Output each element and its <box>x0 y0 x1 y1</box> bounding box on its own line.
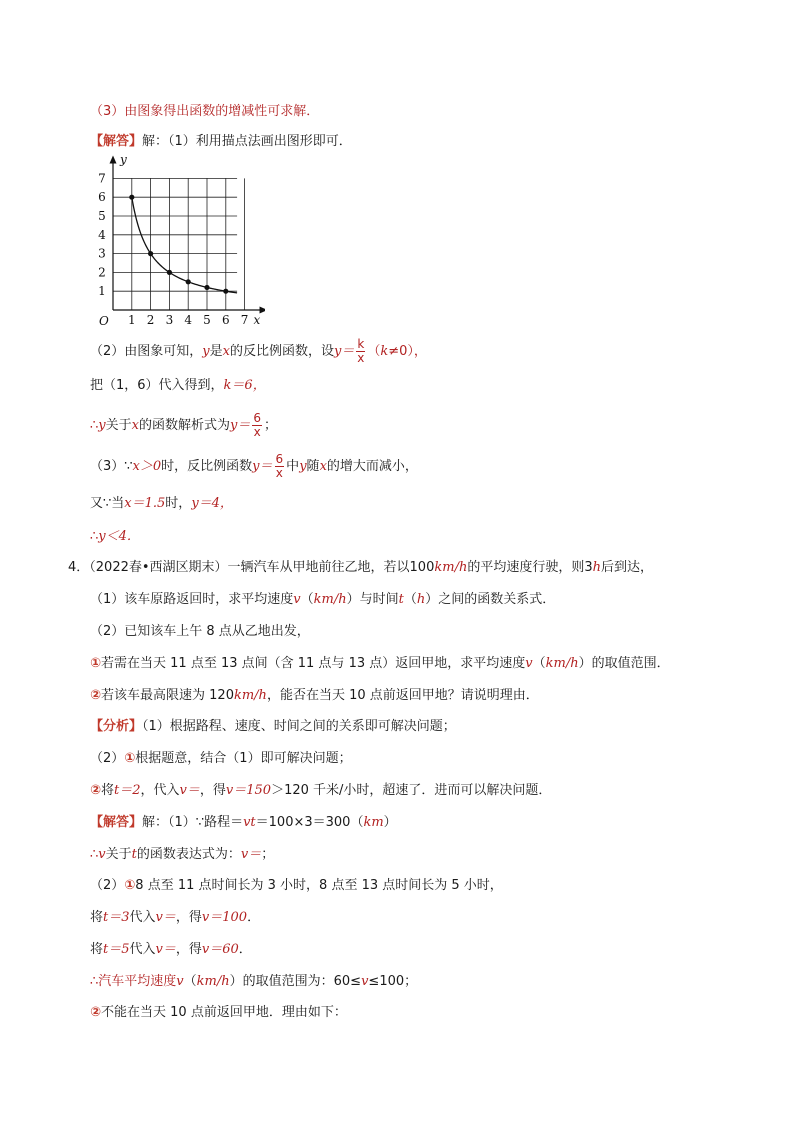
j2-t: t <box>131 847 137 862</box>
fx3-t: t＝2 <box>114 783 141 798</box>
a2-eq: y＝ <box>334 344 355 359</box>
j3-t2: 8 点至 11 点时间长为 3 小时，8 点至 13 点时间长为 5 小时， <box>135 878 503 893</box>
analysis-line-1 <box>90 717 456 737</box>
fx3-t4: ＞120 千米/小时，超速了．进而可以解决问题． <box>271 783 552 798</box>
a5-t2: 时，反比例函数 <box>161 459 253 474</box>
graph-labels <box>98 152 260 328</box>
question-4-part-2: （2）已知该车上午 8 点从乙地出发， <box>90 624 310 639</box>
j5-end: ． <box>238 942 252 957</box>
a4-t2: 的函数解析式为 <box>139 418 231 433</box>
jie-label: 解： <box>142 134 169 149</box>
a6-t1: 又∵当 <box>90 496 125 511</box>
fx3-circ: ② <box>90 783 102 798</box>
analysis-step-3: （3）由图象得出函数的增减性可求解． <box>90 104 320 119</box>
a2-prefix: （2）由图象可知， <box>90 344 203 359</box>
j2-pre: ∴ <box>90 847 99 862</box>
q4-end: 后到达， <box>600 560 653 575</box>
j5-t2: 代入 <box>129 942 156 957</box>
j4-t1: 将 <box>90 910 104 925</box>
j4-t2: 代入 <box>129 910 156 925</box>
a2-cond: （ <box>367 344 381 359</box>
q4c1-t2: （ <box>532 656 546 671</box>
y-tick-label: 2 <box>98 265 106 280</box>
j3-circ: ① <box>124 878 136 893</box>
a6-x: x＝1.5 <box>124 496 166 511</box>
a6-y: y＝4， <box>191 496 233 511</box>
a5-t3: 中 <box>286 459 300 474</box>
a4-x: x <box>131 418 139 433</box>
y-tick-label: 6 <box>98 190 106 205</box>
y-axis-arrow <box>110 155 117 163</box>
answer-line-5 <box>90 453 418 480</box>
a4-pre: ∴ <box>90 418 99 433</box>
a4-t1: 关于 <box>105 418 132 433</box>
q41-t2: （ <box>300 592 314 607</box>
q4c1-circ: ① <box>90 656 102 671</box>
fx2-t1: （2） <box>90 751 125 766</box>
j4-end: ． <box>247 910 261 925</box>
a2-cond2: ≠0）， <box>388 344 427 359</box>
j4-t3: ，得 <box>175 910 202 925</box>
a7-pre: ∴ <box>90 529 99 544</box>
a6-t2: 时， <box>165 496 192 511</box>
answer-line-7 <box>90 527 140 547</box>
fx2-t2: 根据题意，结合（1）即可解决问题； <box>135 751 352 766</box>
q41-t1: （1）该车原路返回时，求平均速度 <box>90 592 294 607</box>
a2-num: k <box>357 337 365 351</box>
q41-t4: （ <box>403 592 417 607</box>
solution-line-3 <box>90 876 503 896</box>
q4c1-t1: 若需在当天 11 点至 13 点间（含 11 点与 13 点）返回甲地，求平均速度 <box>101 656 526 671</box>
graph-point <box>204 285 209 290</box>
analysis-text: （1）根据路程、速度、时间之间的关系即可解决问题； <box>142 719 456 734</box>
a2-k: k <box>380 344 389 359</box>
a3-text: 把（1，6）代入得到， <box>90 378 224 393</box>
j5-v2: v＝60 <box>201 942 239 957</box>
answer-step-1: （1）利用描点法画出图形即可． <box>168 134 352 149</box>
j1-u: km <box>363 815 384 830</box>
q41-t: t <box>398 592 404 607</box>
q41-h: h <box>416 592 426 607</box>
answer-line-6 <box>90 494 233 514</box>
graph-point <box>129 195 134 200</box>
graph-point <box>167 270 172 275</box>
q4c2-t1: 若该车最高限速为 120 <box>101 688 234 703</box>
j6-t2: （ <box>183 974 197 989</box>
x-axis-arrow <box>260 307 265 314</box>
j2-t2: 的函数表达式为： <box>136 847 241 862</box>
y-tick-label: 1 <box>98 284 106 299</box>
answer-tag: 【解答】 <box>90 134 143 149</box>
a3-k: k＝6， <box>223 378 266 393</box>
q4c1-t3: ）的取值范围． <box>578 656 670 671</box>
analysis-line-3 <box>90 781 551 801</box>
j3-t1: （2） <box>90 878 125 893</box>
a4-end: ； <box>264 418 278 433</box>
question-4-case-1 <box>90 654 670 674</box>
a5-eq: y＝ <box>252 459 273 474</box>
solution-line-4 <box>90 908 260 928</box>
graph-point <box>186 279 191 284</box>
q41-u: km/h <box>313 592 347 607</box>
j6-t4: ≤100； <box>368 974 418 989</box>
a4-y: y <box>98 418 106 433</box>
j6-u: km/h <box>196 974 230 989</box>
a5-fraction <box>275 453 285 480</box>
j1-vt: vt <box>243 815 256 830</box>
fx3-t1: 将 <box>101 783 115 798</box>
j5-t: t＝5 <box>103 942 130 957</box>
j1-t2: ＝100×3＝300（ <box>255 815 364 830</box>
j2-v: v <box>98 847 106 862</box>
y-tick-label: 4 <box>98 227 106 242</box>
y-tick-label: 5 <box>98 209 106 223</box>
q4c2-u: km/h <box>233 688 267 703</box>
x-tick-label: 3 <box>165 313 174 327</box>
j6-t3: ）的取值范围为：60≤ <box>229 974 362 989</box>
q4-number: 4． <box>68 560 90 575</box>
a2-mid2: 的反比例函数，设 <box>230 344 335 359</box>
a5-t1: （3）∵ <box>90 459 133 474</box>
answer-line-2 <box>90 338 427 365</box>
a4-fraction <box>252 412 262 439</box>
j5-t1: 将 <box>90 942 104 957</box>
a2-den: x <box>357 351 365 365</box>
j6-v2: v <box>361 974 369 989</box>
solution-line-7 <box>90 1003 347 1023</box>
answer-line-1 <box>90 132 352 152</box>
solution-line-1 <box>90 813 397 833</box>
graph-point <box>223 289 228 294</box>
graph-point <box>148 251 153 256</box>
analysis-line-2 <box>90 749 352 769</box>
j4-v2: v＝100 <box>201 910 248 925</box>
q4-unit2: h <box>592 560 601 575</box>
a5-t5: 的增大而减小， <box>326 459 418 474</box>
q4-mid: 的平均速度行驶，则3 <box>467 560 593 575</box>
x-axis-label: x <box>253 313 261 327</box>
answer-line-3 <box>90 376 266 396</box>
solution-line-2 <box>90 845 274 865</box>
x-tick-label: 6 <box>221 313 230 327</box>
q4c1-u: km/h <box>545 656 579 671</box>
analysis-tag: 【分析】 <box>90 719 143 734</box>
fx3-t2: ，代入 <box>140 783 180 798</box>
j1-tag: 【解答】 <box>90 815 143 830</box>
q4c2-t2: ，能否在当天 10 点前返回甲地？请说明理由． <box>266 688 539 703</box>
a5-y: y <box>299 459 307 474</box>
j1-jie: 解： <box>142 815 169 830</box>
a5-x2: x <box>319 459 327 474</box>
a2-fraction <box>356 338 365 365</box>
question-4-part-1 <box>90 590 555 610</box>
graph-points <box>129 195 228 294</box>
a4-eq: y＝ <box>230 418 251 433</box>
j4-v: v＝ <box>155 910 176 925</box>
a5-t4: 随 <box>306 459 320 474</box>
a4-den: x <box>253 425 261 439</box>
j2-end: ； <box>261 847 275 862</box>
fx2-circ: ① <box>124 751 136 766</box>
question-4-case-2 <box>90 686 539 706</box>
x-tick-label: 1 <box>127 313 136 327</box>
a2-y: y <box>202 344 210 359</box>
a5-x: x＞0 <box>132 459 162 474</box>
fx3-t3: ，得 <box>199 783 226 798</box>
j6-v: v <box>176 974 184 989</box>
origin-label: O <box>99 314 109 328</box>
fx3-v2: v＝150 <box>225 783 272 798</box>
j7-t1: 不能在当天 10 点前返回甲地．理由如下： <box>101 1005 347 1020</box>
question-4 <box>68 558 653 578</box>
j7-circ: ② <box>90 1005 102 1020</box>
x-tick-label: 2 <box>146 313 155 327</box>
y-axis-label: y <box>120 152 127 167</box>
j5-v: v＝ <box>155 942 176 957</box>
answer-line-4 <box>90 412 277 439</box>
q4-unit1: km/h <box>434 560 468 575</box>
a2-x: x <box>222 344 230 359</box>
q4-text: （2022春•西湖区期末）一辆汽车从甲地前往乙地，若以100 <box>89 560 435 575</box>
solution-line-6 <box>90 972 417 992</box>
q4c1-v: v <box>525 656 533 671</box>
a7-y: y＜4． <box>98 529 140 544</box>
q41-t5: ）之间的函数关系式． <box>425 592 556 607</box>
j1-t3: ） <box>383 815 397 830</box>
solution-line-5 <box>90 940 252 960</box>
j4-t: t＝3 <box>103 910 130 925</box>
j2-v2: v＝ <box>240 847 262 862</box>
a4-num: 6 <box>253 411 262 425</box>
y-tick-label: 3 <box>98 246 106 261</box>
q4c2-circ: ② <box>90 688 102 703</box>
a5-num: 6 <box>275 452 284 466</box>
j2-t1: 关于 <box>105 847 132 862</box>
j6-t1: ∴汽车平均速度 <box>90 974 177 989</box>
q41-v: v <box>293 592 301 607</box>
inverse-function-graph <box>85 152 265 332</box>
a2-mid: 是 <box>209 344 223 359</box>
x-tick-label: 7 <box>240 313 249 327</box>
j1-t1: （1）∵路程＝ <box>168 815 244 830</box>
q41-t3: ）与时间 <box>346 592 399 607</box>
x-tick-label: 4 <box>184 313 193 327</box>
fx3-v: v＝ <box>179 783 200 798</box>
a5-den: x <box>275 466 283 480</box>
graph-curve <box>132 197 237 293</box>
x-tick-label: 5 <box>203 313 211 327</box>
j5-t3: ，得 <box>175 942 202 957</box>
y-tick-label: 7 <box>98 171 106 186</box>
